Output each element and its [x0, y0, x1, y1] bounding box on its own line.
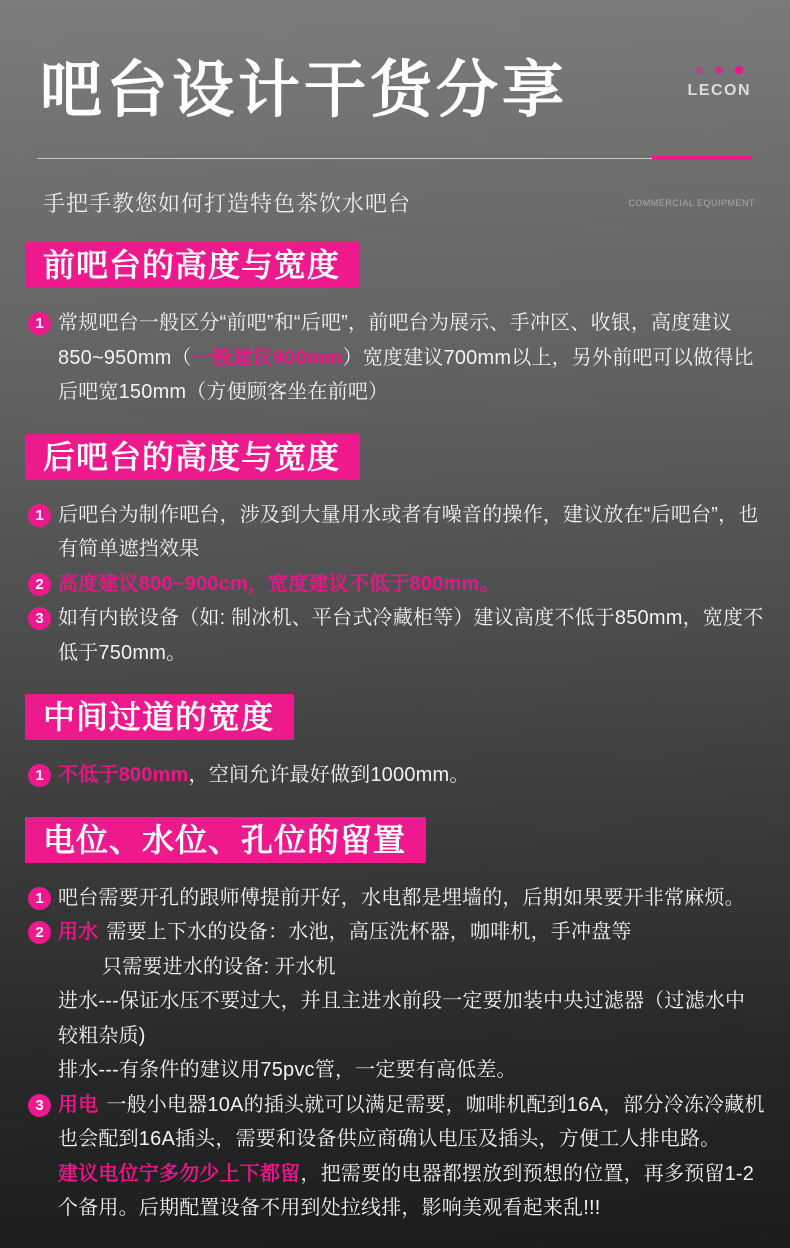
- item-text: [58, 758, 765, 793]
- number-badge: 3: [28, 607, 51, 630]
- text-run: 常规吧台一般区分“前吧”和“后吧”，前吧台为展示、手冲区、收银，高度建议850~950mm（: [58, 312, 732, 369]
- number-badge: 2: [28, 573, 51, 596]
- dot-icon: [715, 66, 723, 74]
- highlight-label: 用水: [58, 921, 99, 944]
- item-text: 后吧台为制作吧台，涉及到大量用水或者有噪音的操作，建议放在“后吧台”，也有简单遮挡效果: [58, 503, 759, 561]
- number-badge: 1: [28, 312, 51, 335]
- page-title: 吧台设计干货分享: [40, 56, 569, 125]
- page-subtitle: 手把手教您如何打造特色茶饮水吧台: [43, 191, 412, 217]
- text-run: ，把需要的电器都摆放到预想的位置，再多预留1-2个备用。后期配置设备不用到处拉线排，影响美观看起来乱!!!: [58, 1162, 755, 1220]
- dot-icon: [695, 66, 703, 74]
- item-text: [58, 915, 765, 1088]
- list-item: [28, 498, 765, 567]
- item-text: 吧台需要开孔的跟师傅提前开好，水电都是埋墙的，后期如果要开非常麻烦。: [58, 886, 745, 909]
- water-line-4: 排水---有条件的建议用75pvc管，一定要有高低差。: [58, 1059, 517, 1082]
- text-run: 一般小电器10A的插头就可以满足需要，咖啡机配到16A，部分冷冻冷藏机也会配到16A插头，需要和设备供应商确认电压及插头，方便工人排电路。: [58, 1093, 765, 1151]
- list-item-power: [28, 1088, 765, 1226]
- dot-icon: [735, 66, 743, 74]
- section-heading: 后吧台的高度与宽度: [25, 434, 360, 480]
- subtitle-row: [43, 187, 755, 218]
- list-item: [28, 758, 765, 793]
- highlight-text: 高度建议800~900cm，宽度建议不低于800mm。: [58, 572, 500, 595]
- section-aisle: [25, 694, 765, 793]
- brand-tagline: COMMERCIAL EQUIPMENT: [628, 197, 755, 208]
- title-divider: [37, 156, 752, 160]
- list-item: [28, 567, 765, 602]
- item-text: [58, 567, 765, 602]
- list-item: [28, 881, 765, 916]
- section-heading: 前吧台的高度与宽度: [25, 242, 360, 288]
- list-item: [28, 306, 765, 410]
- three-dots-icon: [688, 66, 752, 74]
- section-back-bar: [25, 434, 765, 671]
- text-run: ，空间允许最好做到1000mm。: [188, 764, 470, 787]
- divider-line: [37, 158, 652, 159]
- highlight-text: 一般建议900mm: [191, 346, 343, 369]
- item-text: [58, 1088, 765, 1226]
- item-text: [58, 306, 765, 410]
- brand-block: [688, 56, 752, 100]
- section-heading: 中间过道的宽度: [25, 694, 294, 740]
- text-run: 需要上下水的设备：水池，高压洗杯器，咖啡机，手冲盘等: [106, 921, 632, 944]
- water-line-3: 进水---保证水压不要过大，并且主进水前段一定要加装中央过滤器（过滤水中较粗杂质): [58, 990, 746, 1047]
- highlight-label: 用电: [58, 1093, 99, 1116]
- number-badge: 1: [28, 504, 51, 527]
- header: [40, 56, 755, 125]
- number-badge: 1: [28, 764, 51, 787]
- number-badge: 1: [28, 887, 51, 910]
- highlight-text: 建议电位宁多勿少上下都留: [58, 1162, 301, 1185]
- water-line-2: 只需要进水的设备: 开水机: [102, 955, 336, 978]
- section-heading: 电位、水位、孔位的留置: [25, 817, 426, 863]
- section-utilities: [25, 817, 765, 1226]
- item-text: 如有内嵌设备（如: 制冰机、平台式冷藏柜等）建议高度不低于850mm，宽度不低于750mm。: [58, 607, 764, 664]
- section-front-bar: [25, 242, 765, 410]
- number-badge: 3: [28, 1094, 51, 1117]
- brand-logo: LECON: [687, 82, 751, 99]
- highlight-text: 不低于800mm: [58, 764, 189, 787]
- power-text: [58, 1088, 765, 1226]
- number-badge: 2: [28, 921, 51, 944]
- divider-accent-bar: [652, 156, 752, 160]
- list-item-water: [28, 915, 765, 1088]
- text-run: ）宽度建议700mm以上，另外前吧可以做得比后吧宽150mm（方便顾客坐在前吧）: [58, 346, 754, 404]
- list-item: [28, 601, 765, 670]
- water-line-1: [58, 915, 765, 950]
